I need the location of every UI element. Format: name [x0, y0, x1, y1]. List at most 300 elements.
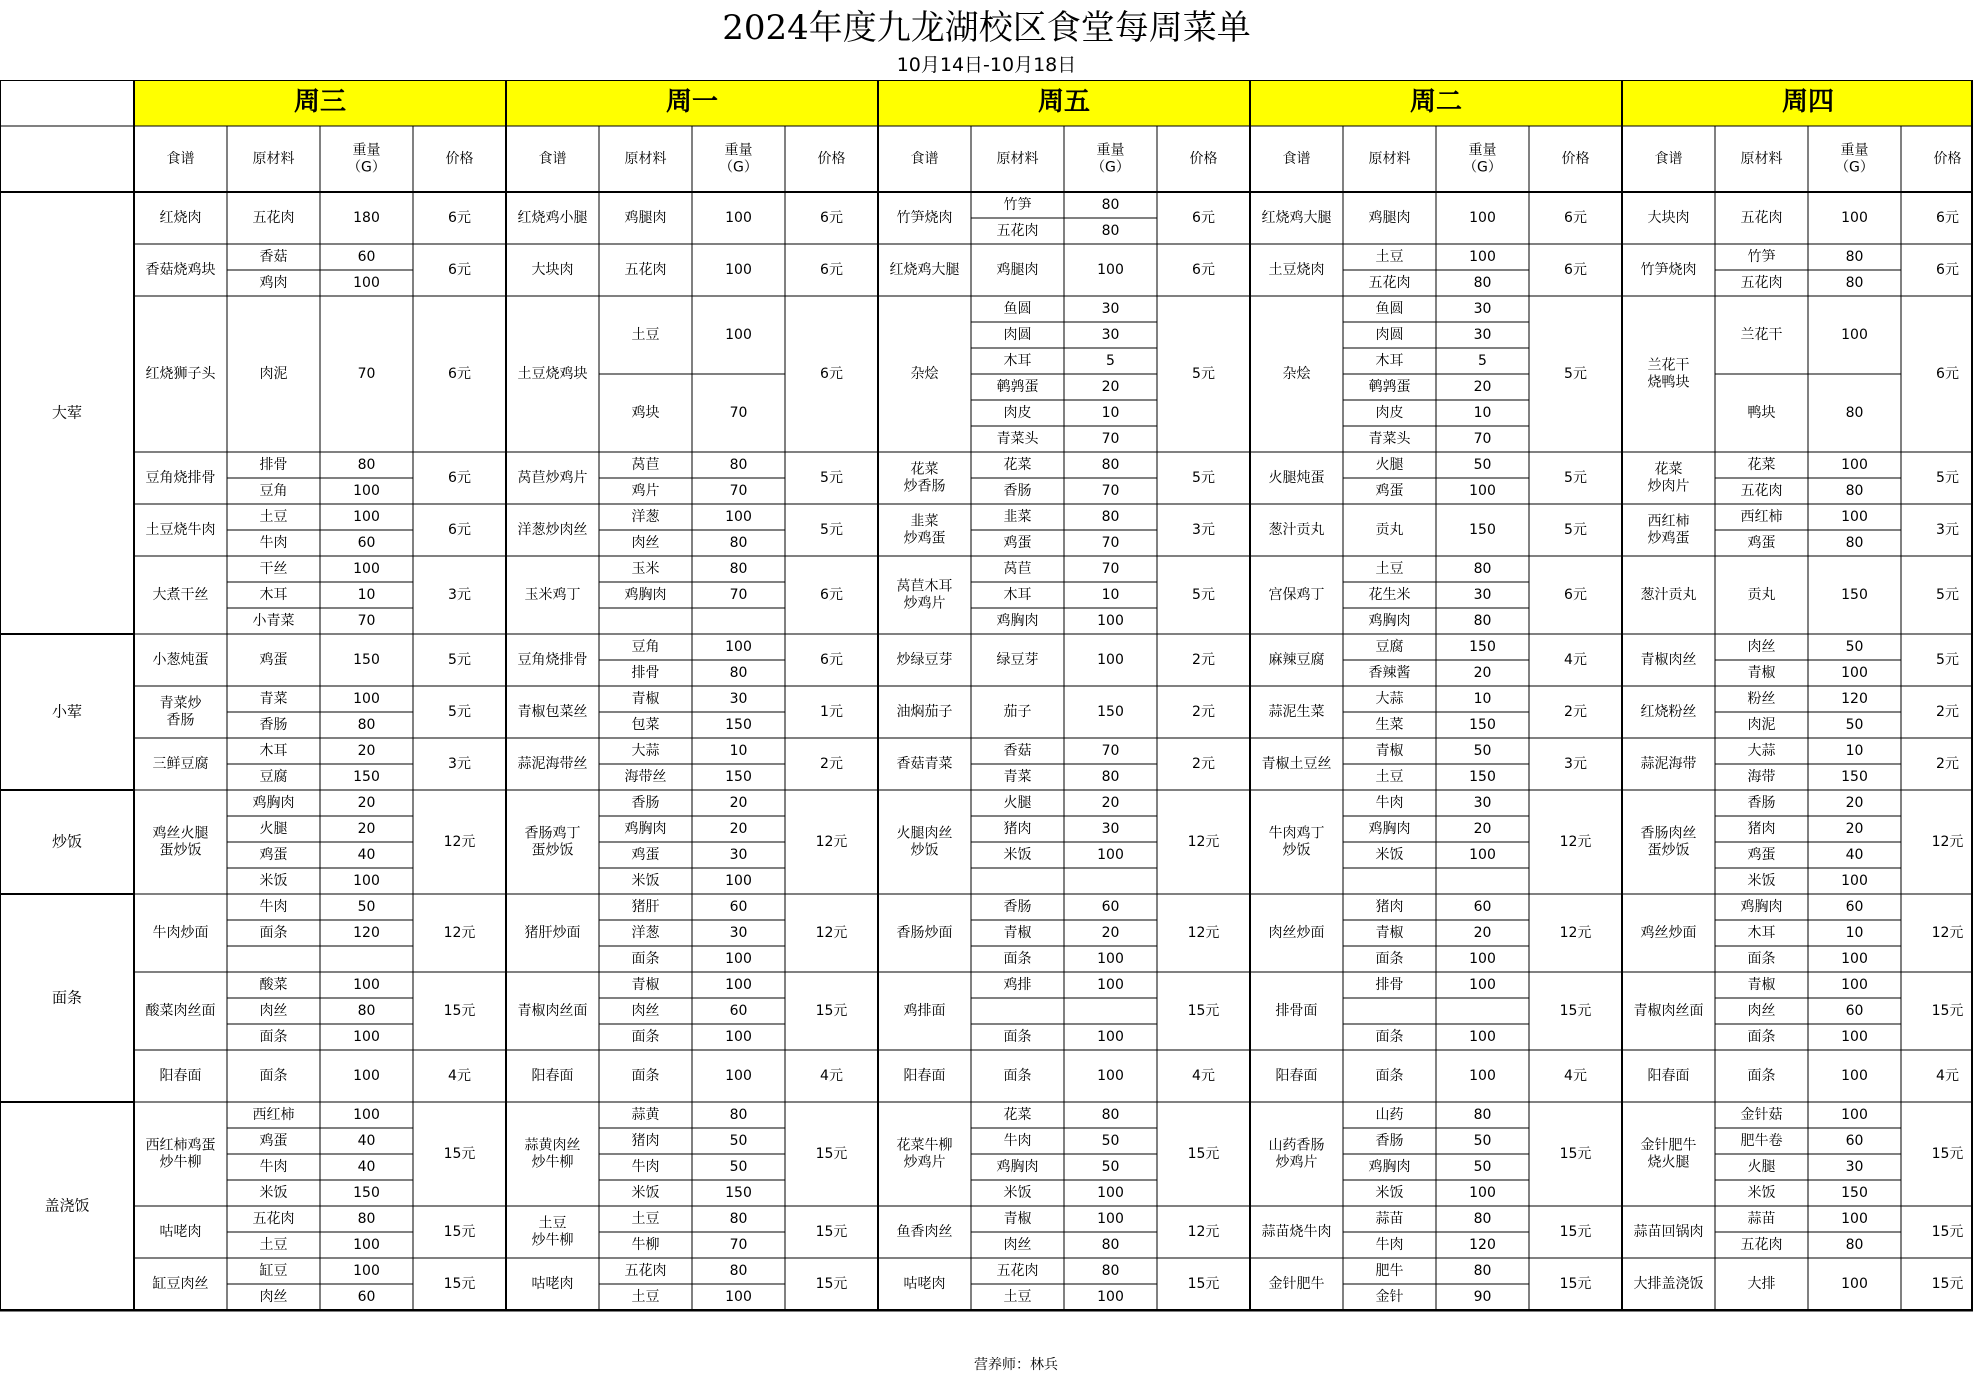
ingredient-name: 土豆 — [1003, 1289, 1032, 1305]
ingredient-name: 香肠 — [1375, 1133, 1404, 1149]
dish-price: 12元 — [1559, 834, 1592, 850]
dish-price: 12元 — [815, 834, 848, 850]
ingredient-name: 蒜黄 — [631, 1107, 660, 1123]
ingredient-name: 豆角 — [259, 483, 288, 499]
ingredient-weight: 80 — [1473, 561, 1492, 577]
dish-price: 2元 — [1192, 652, 1215, 668]
dish-price: 12元 — [1931, 925, 1964, 941]
ingredient-name: 牛肉 — [1375, 795, 1404, 811]
ingredient-weight: 30 — [1473, 587, 1492, 603]
ingredient-name: 大蒜 — [631, 743, 660, 759]
ingredient-name: 小青菜 — [252, 613, 295, 629]
ingredient-weight: 30 — [1101, 327, 1120, 343]
ingredient-name: 五花肉 — [1740, 1237, 1783, 1253]
ingredient-weight: 80 — [1473, 1263, 1492, 1279]
ingredient-name: 玉米 — [631, 561, 660, 577]
ingredient-name: 鸡蛋 — [259, 1133, 288, 1149]
ingredient-weight: 10 — [1473, 405, 1492, 421]
ingredient-weight: 100 — [1097, 613, 1124, 629]
ingredient-weight: 30 — [1101, 821, 1120, 837]
ingredient-name: 竹笋 — [1003, 197, 1032, 213]
ingredient-weight: 80 — [729, 561, 748, 577]
ingredient-weight: 80 — [357, 1211, 376, 1227]
dish-price: 6元 — [448, 262, 471, 278]
ingredient-name: 排骨 — [631, 665, 660, 681]
dish-name: 西红柿炒鸡蛋 — [1647, 513, 1690, 547]
dish-price: 2元 — [1936, 756, 1959, 772]
ingredient-weight: 60 — [357, 249, 376, 265]
ingredient-name: 鸡胸肉 — [1368, 613, 1411, 629]
ingredient-name: 茄子 — [1003, 704, 1032, 720]
column-header: 重量（G） — [1835, 142, 1874, 176]
ingredient-name: 洋葱 — [631, 509, 660, 525]
dish-price: 5元 — [1564, 522, 1587, 538]
ingredient-name: 海带 — [1747, 769, 1776, 785]
column-header: 价格 — [1561, 151, 1590, 167]
ingredient-name: 青菜 — [1003, 769, 1032, 785]
ingredient-name: 土豆 — [1375, 249, 1404, 265]
ingredient-weight: 20 — [1845, 795, 1864, 811]
column-header: 原材料 — [252, 151, 295, 167]
dish-price: 5元 — [1192, 366, 1215, 382]
ingredient-name: 面条 — [1747, 951, 1776, 967]
ingredient-name: 面条 — [1003, 1029, 1032, 1045]
dish-name: 阳春面 — [1647, 1068, 1690, 1084]
ingredient-weight: 100 — [1841, 327, 1868, 343]
ingredient-name: 香肠 — [259, 717, 288, 733]
ingredient-weight: 60 — [1845, 1003, 1864, 1019]
ingredient-name: 火腿 — [1747, 1159, 1776, 1175]
day-header: 周一 — [665, 87, 719, 117]
dish-price: 15元 — [815, 1224, 848, 1240]
dish-name: 豆角烧排骨 — [517, 652, 588, 668]
dish-name: 小葱炖蛋 — [152, 652, 209, 668]
dish-name: 蒜黄肉丝炒牛柳 — [524, 1137, 581, 1171]
dish-name: 杂烩 — [1282, 366, 1311, 382]
ingredient-weight: 50 — [1845, 639, 1864, 655]
ingredient-name: 青椒 — [1003, 1211, 1032, 1227]
column-header: 价格 — [1189, 151, 1218, 167]
ingredient-name: 面条 — [259, 925, 288, 941]
dish-name: 油焖茄子 — [896, 704, 953, 720]
ingredient-weight: 30 — [1101, 301, 1120, 317]
ingredient-name: 青椒 — [1375, 743, 1404, 759]
ingredient-name: 鸭块 — [1747, 405, 1776, 421]
ingredient-weight: 100 — [1841, 1107, 1868, 1123]
column-header: 食谱 — [166, 151, 195, 167]
dish-name: 麻辣豆腐 — [1268, 652, 1325, 668]
ingredient-name: 金针 — [1375, 1289, 1404, 1305]
ingredient-name: 金针菇 — [1740, 1107, 1783, 1123]
ingredient-name: 鸡蛋 — [259, 652, 288, 668]
dish-price: 12元 — [443, 925, 476, 941]
ingredient-weight: 100 — [1097, 262, 1124, 278]
column-header: 价格 — [445, 151, 474, 167]
ingredient-name: 五花肉 — [1740, 483, 1783, 499]
ingredient-name: 蒜苗 — [1375, 1211, 1404, 1227]
ingredient-weight: 150 — [1097, 704, 1124, 720]
ingredient-weight: 80 — [1101, 509, 1120, 525]
dish-name: 酸菜肉丝面 — [145, 1003, 216, 1019]
dish-price: 15元 — [1187, 1276, 1220, 1292]
ingredient-name: 面条 — [1003, 951, 1032, 967]
dish-price: 12元 — [1931, 834, 1964, 850]
ingredient-weight: 120 — [353, 925, 380, 941]
ingredient-weight: 50 — [729, 1159, 748, 1175]
ingredient-name: 猪肝 — [631, 899, 660, 915]
dish-name: 猪肝炒面 — [524, 925, 581, 941]
ingredient-weight: 40 — [357, 847, 376, 863]
ingredient-name: 鸡蛋 — [1747, 535, 1776, 551]
ingredient-name: 鸡蛋 — [1003, 535, 1032, 551]
dish-name: 红烧鸡小腿 — [517, 210, 588, 226]
dish-price: 12元 — [815, 925, 848, 941]
ingredient-name: 土豆 — [631, 327, 660, 343]
ingredient-name: 五花肉 — [1740, 275, 1783, 291]
ingredient-name: 肉丝 — [631, 1003, 660, 1019]
ingredient-weight: 80 — [729, 535, 748, 551]
ingredient-name: 鸡胸肉 — [624, 587, 667, 603]
ingredient-weight: 100 — [353, 1029, 380, 1045]
ingredient-weight: 80 — [1845, 405, 1864, 421]
ingredient-weight: 100 — [1469, 951, 1496, 967]
ingredient-weight: 100 — [725, 327, 752, 343]
ingredient-name: 猪肉 — [1747, 821, 1776, 837]
dish-price: 15元 — [1931, 1003, 1964, 1019]
ingredient-name: 香肠 — [1003, 899, 1032, 915]
dish-name: 火腿肉丝炒饭 — [896, 825, 953, 859]
ingredient-weight: 150 — [353, 652, 380, 668]
ingredient-weight: 80 — [1845, 535, 1864, 551]
dish-price: 15元 — [1559, 1003, 1592, 1019]
dish-price: 5元 — [448, 652, 471, 668]
ingredient-name: 面条 — [1747, 1068, 1776, 1084]
ingredient-weight: 20 — [1845, 821, 1864, 837]
dish-price: 15元 — [1559, 1224, 1592, 1240]
column-header: 重量（G） — [1463, 142, 1502, 176]
ingredient-name: 肉圆 — [1375, 327, 1404, 343]
ingredient-name: 豆腐 — [1375, 639, 1404, 655]
nutritionist-signature: 营养师：林兵 — [974, 1357, 1058, 1373]
dish-price: 5元 — [1936, 470, 1959, 486]
ingredient-weight: 50 — [1473, 1159, 1492, 1175]
ingredient-weight: 150 — [1469, 769, 1496, 785]
ingredient-weight: 20 — [1473, 821, 1492, 837]
ingredient-name: 酸菜 — [259, 977, 288, 993]
ingredient-name: 鸡块 — [631, 405, 660, 421]
dish-name: 竹笋烧肉 — [896, 210, 953, 226]
ingredient-weight: 60 — [729, 1003, 748, 1019]
ingredient-name: 五花肉 — [252, 210, 295, 226]
column-header: 重量（G） — [1091, 142, 1130, 176]
dish-name: 火腿炖蛋 — [1268, 470, 1325, 486]
ingredient-name: 青椒 — [1747, 665, 1776, 681]
ingredient-weight: 100 — [1097, 1068, 1124, 1084]
ingredient-weight: 100 — [725, 1068, 752, 1084]
ingredient-name: 面条 — [259, 1029, 288, 1045]
dish-name: 土豆炒牛柳 — [531, 1215, 574, 1249]
dish-price: 12元 — [1187, 1224, 1220, 1240]
ingredient-weight: 100 — [1469, 210, 1496, 226]
dish-price: 3元 — [1936, 522, 1959, 538]
dish-price: 5元 — [1564, 470, 1587, 486]
dish-price: 6元 — [1936, 366, 1959, 382]
ingredient-weight: 100 — [725, 951, 752, 967]
ingredient-weight: 100 — [1469, 847, 1496, 863]
ingredient-weight: 40 — [1845, 847, 1864, 863]
ingredient-name: 土豆 — [631, 1211, 660, 1227]
ingredient-name: 土豆 — [259, 509, 288, 525]
ingredient-name: 鸡胸肉 — [996, 613, 1039, 629]
category-label: 盖浇饭 — [44, 1196, 90, 1215]
ingredient-name: 牛肉 — [259, 899, 288, 915]
ingredient-name: 五花肉 — [252, 1211, 295, 1227]
dish-price: 6元 — [1936, 262, 1959, 278]
ingredient-name: 豆角 — [631, 639, 660, 655]
dish-price: 3元 — [1192, 522, 1215, 538]
ingredient-name: 香菇 — [1003, 743, 1032, 759]
ingredient-weight: 100 — [1841, 1211, 1868, 1227]
ingredient-weight: 80 — [1473, 613, 1492, 629]
dish-name: 青椒肉丝面 — [517, 1003, 588, 1019]
ingredient-name: 鸡片 — [631, 483, 660, 499]
dish-price: 12元 — [1559, 925, 1592, 941]
dish-price: 4元 — [1192, 1068, 1215, 1084]
ingredient-weight: 10 — [1101, 405, 1120, 421]
ingredient-weight: 80 — [1101, 1263, 1120, 1279]
ingredient-name: 面条 — [631, 951, 660, 967]
ingredient-name: 鸡腿肉 — [996, 262, 1039, 278]
ingredient-weight: 10 — [729, 743, 748, 759]
ingredient-name: 干丝 — [259, 561, 288, 577]
ingredient-name: 土豆 — [259, 1237, 288, 1253]
ingredient-weight: 80 — [1101, 223, 1120, 239]
dish-name: 阳春面 — [159, 1068, 202, 1084]
ingredient-weight: 100 — [725, 1289, 752, 1305]
ingredient-weight: 60 — [357, 535, 376, 551]
ingredient-name: 花菜 — [1747, 457, 1776, 473]
dish-name: 红烧鸡大腿 — [1261, 210, 1332, 226]
ingredient-name: 缸豆 — [259, 1263, 288, 1279]
ingredient-weight: 50 — [1473, 457, 1492, 473]
ingredient-weight: 100 — [725, 262, 752, 278]
ingredient-weight: 20 — [729, 821, 748, 837]
ingredient-weight: 100 — [1841, 665, 1868, 681]
ingredient-weight: 30 — [1473, 795, 1492, 811]
dish-price: 3元 — [448, 587, 471, 603]
ingredient-name: 米饭 — [1747, 1185, 1776, 1201]
dish-name: 金针肥牛 — [1268, 1276, 1325, 1292]
ingredient-weight: 100 — [725, 1029, 752, 1045]
ingredient-weight: 80 — [1473, 1107, 1492, 1123]
ingredient-weight: 20 — [1101, 795, 1120, 811]
ingredient-name: 木耳 — [1003, 587, 1032, 603]
ingredient-weight: 150 — [725, 717, 752, 733]
ingredient-weight: 10 — [1845, 925, 1864, 941]
ingredient-name: 五花肉 — [996, 223, 1039, 239]
ingredient-name: 牛肉 — [1003, 1133, 1032, 1149]
ingredient-weight: 100 — [725, 873, 752, 889]
ingredient-name: 香肠 — [631, 795, 660, 811]
ingredient-name: 鸡腿肉 — [1368, 210, 1411, 226]
dish-name: 土豆烧肉 — [1268, 262, 1325, 278]
ingredient-weight: 100 — [1469, 1029, 1496, 1045]
dish-price: 15元 — [443, 1224, 476, 1240]
ingredient-weight: 100 — [353, 1237, 380, 1253]
dish-name: 韭菜炒鸡蛋 — [903, 513, 946, 547]
ingredient-name: 鸡胸肉 — [1740, 899, 1783, 915]
ingredient-name: 牛肉 — [631, 1159, 660, 1175]
ingredient-weight: 100 — [353, 977, 380, 993]
ingredient-weight: 100 — [353, 1068, 380, 1084]
ingredient-name: 米饭 — [1003, 1185, 1032, 1201]
ingredient-name: 猪肉 — [631, 1133, 660, 1149]
ingredient-weight: 60 — [1845, 1133, 1864, 1149]
dish-price: 6元 — [820, 652, 843, 668]
ingredient-name: 青椒 — [631, 691, 660, 707]
ingredient-name: 鸡蛋 — [631, 847, 660, 863]
dish-price: 6元 — [820, 262, 843, 278]
ingredient-name: 洋葱 — [631, 925, 660, 941]
ingredient-weight: 50 — [1473, 743, 1492, 759]
ingredient-weight: 60 — [1845, 899, 1864, 915]
ingredient-weight: 30 — [1845, 1159, 1864, 1175]
ingredient-weight: 5 — [1106, 353, 1115, 369]
dish-price: 15元 — [1931, 1146, 1964, 1162]
day-header: 周四 — [1781, 87, 1835, 117]
ingredient-name: 肉圆 — [1003, 327, 1032, 343]
ingredient-weight: 30 — [729, 691, 748, 707]
ingredient-name: 面条 — [1747, 1029, 1776, 1045]
ingredient-name: 鸡排 — [1003, 977, 1032, 993]
dish-name: 青菜炒香肠 — [159, 695, 202, 729]
ingredient-weight: 80 — [1473, 1211, 1492, 1227]
ingredient-name: 香辣酱 — [1368, 665, 1411, 681]
ingredient-weight: 10 — [357, 587, 376, 603]
ingredient-weight: 100 — [1097, 1029, 1124, 1045]
dish-price: 6元 — [1192, 210, 1215, 226]
ingredient-weight: 80 — [1101, 769, 1120, 785]
dish-name: 兰花干烧鸭块 — [1647, 357, 1690, 391]
dish-price: 15元 — [1931, 1276, 1964, 1292]
ingredient-weight: 50 — [1473, 1133, 1492, 1149]
ingredient-name: 五花肉 — [1740, 210, 1783, 226]
dish-price: 15元 — [443, 1276, 476, 1292]
ingredient-weight: 80 — [1101, 457, 1120, 473]
dish-price: 5元 — [1564, 366, 1587, 382]
ingredient-weight: 30 — [1473, 327, 1492, 343]
ingredient-name: 土豆 — [1375, 769, 1404, 785]
dish-name: 花菜炒肉片 — [1647, 461, 1690, 495]
ingredient-name: 木耳 — [1003, 353, 1032, 369]
ingredient-name: 鱼圆 — [1003, 301, 1032, 317]
ingredient-weight: 70 — [729, 483, 748, 499]
dish-price: 4元 — [1564, 652, 1587, 668]
ingredient-name: 鸡胸肉 — [996, 1159, 1039, 1175]
ingredient-name: 火腿 — [1003, 795, 1032, 811]
dish-price: 15元 — [815, 1003, 848, 1019]
dish-name: 大块肉 — [1647, 210, 1690, 226]
ingredient-weight: 100 — [725, 639, 752, 655]
ingredient-name: 韭菜 — [1003, 509, 1032, 525]
dish-name: 葱汁贡丸 — [1640, 587, 1697, 603]
ingredient-weight: 100 — [1097, 951, 1124, 967]
dish-name: 肉丝炒面 — [1268, 925, 1325, 941]
dish-price: 3元 — [1564, 756, 1587, 772]
dish-price: 15元 — [1559, 1146, 1592, 1162]
ingredient-weight: 80 — [357, 717, 376, 733]
dish-price: 12元 — [1187, 925, 1220, 941]
ingredient-weight: 100 — [1097, 1211, 1124, 1227]
ingredient-name: 米饭 — [1375, 847, 1404, 863]
ingredient-name: 豆腐 — [259, 769, 288, 785]
ingredient-weight: 100 — [1469, 249, 1496, 265]
dish-name: 牛肉炒面 — [152, 925, 209, 941]
ingredient-weight: 40 — [357, 1159, 376, 1175]
ingredient-name: 鹌鹑蛋 — [1368, 379, 1411, 395]
ingredient-weight: 100 — [1841, 1068, 1868, 1084]
ingredient-name: 米饭 — [631, 873, 660, 889]
dish-price: 1元 — [820, 704, 843, 720]
ingredient-name: 猪肉 — [1003, 821, 1032, 837]
dish-name: 蒜泥生菜 — [1268, 704, 1325, 720]
ingredient-weight: 100 — [1469, 483, 1496, 499]
ingredient-name: 肉丝 — [1003, 1237, 1032, 1253]
ingredient-name: 青椒 — [1747, 977, 1776, 993]
ingredient-weight: 60 — [729, 899, 748, 915]
ingredient-name: 肉泥 — [1747, 717, 1776, 733]
dish-name: 缸豆肉丝 — [152, 1276, 209, 1292]
dish-name: 咕咾肉 — [159, 1224, 202, 1240]
dish-name: 土豆烧牛肉 — [145, 522, 216, 538]
column-header: 原材料 — [624, 151, 667, 167]
dish-price: 12元 — [1187, 834, 1220, 850]
dish-name: 玉米鸡丁 — [524, 587, 581, 603]
ingredient-weight: 100 — [1469, 1185, 1496, 1201]
ingredient-name: 山药 — [1375, 1107, 1404, 1123]
ingredient-weight: 100 — [1841, 457, 1868, 473]
dish-name: 青椒肉丝面 — [1633, 1003, 1704, 1019]
ingredient-name: 肥牛 — [1375, 1263, 1404, 1279]
ingredient-weight: 20 — [357, 821, 376, 837]
ingredient-weight: 70 — [729, 587, 748, 603]
dish-name: 杂烩 — [910, 366, 939, 382]
ingredient-name: 青椒 — [631, 977, 660, 993]
dish-name: 蒜苗回锅肉 — [1633, 1224, 1704, 1240]
dish-name: 阳春面 — [531, 1068, 574, 1084]
ingredient-weight: 80 — [1845, 483, 1864, 499]
ingredient-name: 西红柿 — [252, 1107, 295, 1123]
ingredient-weight: 100 — [353, 1107, 380, 1123]
ingredient-weight: 30 — [729, 925, 748, 941]
ingredient-name: 牛肉 — [259, 1159, 288, 1175]
category-label: 小荤 — [51, 702, 83, 721]
ingredient-weight: 100 — [1841, 951, 1868, 967]
dish-price: 15元 — [815, 1146, 848, 1162]
ingredient-weight: 20 — [1473, 925, 1492, 941]
ingredient-weight: 150 — [1841, 1185, 1868, 1201]
ingredient-name: 排骨 — [259, 457, 288, 473]
dish-name: 竹笋烧肉 — [1640, 262, 1697, 278]
column-header: 食谱 — [910, 151, 939, 167]
ingredient-name: 青椒 — [1375, 925, 1404, 941]
dish-price: 15元 — [443, 1003, 476, 1019]
ingredient-weight: 150 — [725, 1185, 752, 1201]
dish-price: 5元 — [820, 522, 843, 538]
day-header: 周三 — [293, 87, 347, 117]
ingredient-name: 西红柿 — [1740, 509, 1783, 525]
ingredient-weight: 80 — [1845, 249, 1864, 265]
